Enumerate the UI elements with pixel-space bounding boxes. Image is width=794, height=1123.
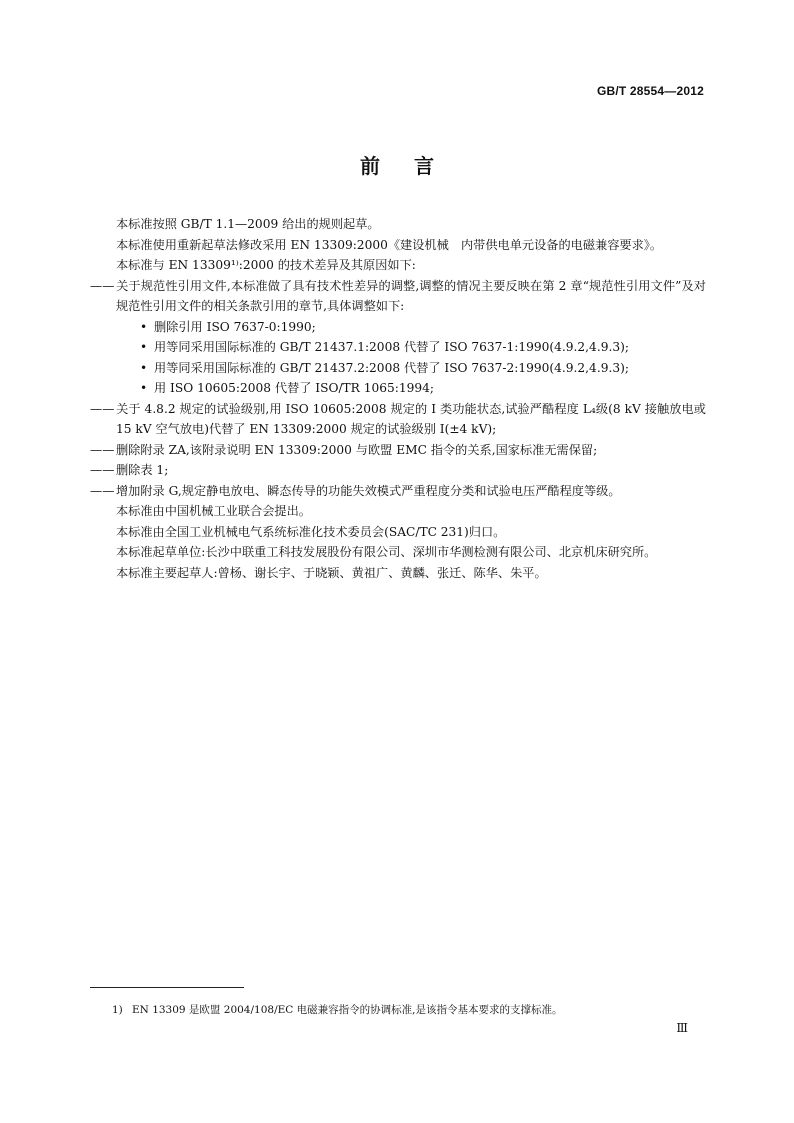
footnote-text: EN 13309 是欧盟 2004/108/EC 电磁兼容指令的协调标准,是该指令基本要求的支撑标准。 bbox=[132, 1004, 563, 1016]
dash-mark: —— bbox=[90, 401, 115, 416]
foreword-body bbox=[90, 214, 706, 583]
dash-item bbox=[90, 399, 706, 440]
dash-text: 增加附录 G,规定静电放电、瞬态传导的功能失效模式严重程度分类和试验电压严酷程度等级。 bbox=[116, 483, 621, 498]
dash-mark: —— bbox=[90, 463, 115, 477]
bullet-item: • 用 ISO 10605:2008 代替了 ISO/TR 1065:1994; bbox=[90, 378, 706, 399]
page-number: Ⅲ bbox=[676, 1021, 688, 1035]
paragraph: 本标准与 EN 13309¹⁾:2000 的技术差异及其原因如下: bbox=[116, 258, 416, 272]
dash-mark: —— bbox=[90, 278, 115, 293]
dash-item bbox=[90, 276, 706, 317]
dash-text: 关于 4.8.2 规定的试验级别,用 ISO 10605:2008 规定的 I 类功能状态,试验严酷程度 L₄级(8 kV 接触放电或 15 kV 空气放电)代替了 EN 13309:2000 规定的试验级别 I(±4 kV); bbox=[116, 401, 706, 436]
dash-text: 删除附录 ZA,该附录说明 EN 13309:2000 与欧盟 EMC 指令的关系,国家标准无需保留; bbox=[116, 442, 598, 457]
dash-item bbox=[90, 460, 706, 481]
bullet-item: • 用等同采用国际标准的 GB/T 21437.2:2008 代替了 ISO 7637-2:1990(4.9.2,4.9.3); bbox=[90, 358, 706, 379]
standard-code: GB/T 28554—2012 bbox=[596, 84, 704, 98]
paragraph: 本标准由全国工业机械电气系统标准化技术委员会(SAC/TC 231)归口。 bbox=[116, 524, 506, 539]
dash-item bbox=[90, 440, 706, 461]
dash-text: 删除表 1; bbox=[116, 463, 169, 477]
paragraph: 本标准起草单位:长沙中联重工科技发展股份有限公司、深圳市华测检测有限公司、北京机床研究所。 bbox=[116, 545, 657, 559]
paragraph: 本标准按照 GB/T 1.1—2009 给出的规则起草。 bbox=[116, 217, 380, 231]
footnote-number: 1) bbox=[112, 1004, 123, 1016]
bullet-item: • 删除引用 ISO 7637-0:1990; bbox=[90, 317, 706, 338]
footnote-divider bbox=[90, 987, 244, 988]
dash-text: 关于规范性引用文件,本标准做了具有技术性差异的调整,调整的情况主要反映在第 2 章“规范性引用文件”及对规范性引用文件的相关条款引用的章节,具体调整如下: bbox=[116, 278, 706, 313]
dash-item bbox=[90, 481, 706, 502]
paragraph: 本标准主要起草人:曾杨、谢长宇、于晓颖、黄祖广、黄麟、张迁、陈华、朱平。 bbox=[116, 565, 547, 580]
dash-mark: —— bbox=[90, 483, 115, 498]
page-title: 前言 bbox=[360, 154, 468, 178]
bullet-item: • 用等同采用国际标准的 GB/T 21437.1:2008 代替了 ISO 7637-1:1990(4.9.2,4.9.3); bbox=[90, 337, 706, 358]
dash-mark: —— bbox=[90, 442, 115, 457]
paragraph: 本标准由中国机械工业联合会提出。 bbox=[116, 504, 311, 518]
footnote bbox=[112, 1002, 563, 1017]
paragraph: 本标准使用重新起草法修改采用 EN 13309:2000《建设机械 内带供电单元设备的电磁兼容要求》。 bbox=[116, 237, 663, 252]
